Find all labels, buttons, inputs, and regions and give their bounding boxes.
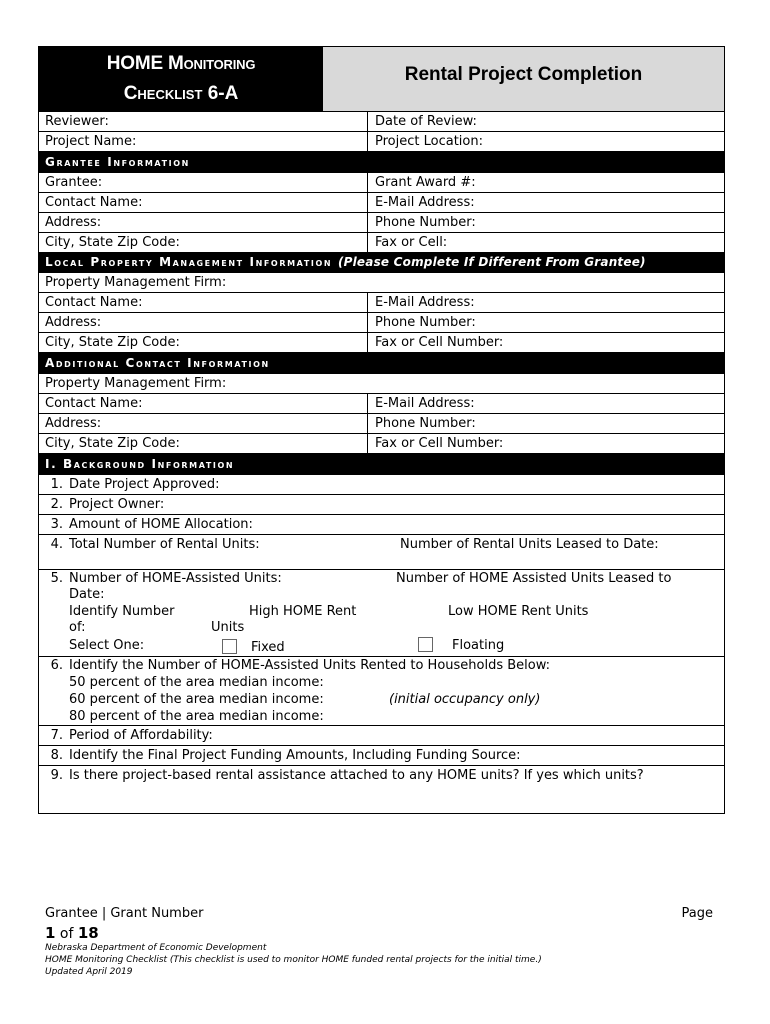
additional-city-field[interactable]: City, State Zip Code: (39, 434, 368, 453)
page-number (45, 924, 99, 942)
additional-email-field[interactable]: E-Mail Address: (375, 396, 475, 411)
footer-grantee-label: Grantee | Grant Number (45, 906, 204, 921)
item-number: 9. (50, 768, 63, 783)
form-title-block (39, 47, 323, 111)
background-section-title: I. Background Information (39, 454, 724, 475)
low-home-rent-units-label: Low HOME Rent Units (448, 604, 589, 619)
additional-address-field[interactable]: Address: (39, 414, 368, 433)
grant-award-field[interactable]: Grant Award #: (375, 175, 476, 190)
local-pm-phone-field[interactable]: Phone Number: (375, 315, 476, 330)
ami-50-field[interactable]: 50 percent of the area median income: (69, 675, 324, 690)
item-number: 4. (50, 537, 63, 552)
fixed-label: Fixed (251, 640, 285, 655)
high-home-rent-label: High HOME Rent (249, 604, 357, 619)
local-pm-fax-field[interactable]: Fax or Cell Number: (375, 335, 504, 350)
home-allocation-field[interactable]: Amount of HOME Allocation: (69, 517, 253, 532)
grantee-address-field[interactable]: Address: (39, 213, 368, 232)
local-pm-firm-field[interactable]: Property Management Firm: (45, 275, 227, 290)
item-number: 6. (50, 658, 63, 673)
identify-number-label: Identify Number (69, 604, 175, 619)
home-units-leased-date: Date: (69, 587, 105, 602)
item-3 (39, 515, 724, 535)
additional-section-title: Additional Contact Information (39, 353, 724, 374)
additional-contact-name-field[interactable]: Contact Name: (39, 394, 368, 413)
project-location-field[interactable]: Project Location: (375, 134, 483, 149)
grantee-address-row (39, 213, 724, 233)
date-of-review-field[interactable]: Date of Review: (375, 114, 477, 129)
grantee-field[interactable]: Grantee: (39, 173, 368, 192)
footer-updated: Updated April 2019 (45, 967, 133, 977)
item-number: 7. (50, 728, 63, 743)
item-4 (39, 535, 724, 570)
home-units-leased-field[interactable]: Number of HOME Assisted Units Leased to (396, 571, 672, 586)
page-total: 18 (77, 924, 99, 942)
item-number: 8. (50, 748, 63, 763)
checklist-form (38, 46, 725, 814)
date-project-approved-field[interactable]: Date Project Approved: (69, 477, 220, 492)
form-title-line1: HOME Monitoring (106, 53, 256, 74)
footer-meta (45, 942, 542, 978)
local-pm-firm-row (39, 273, 724, 293)
local-pm-contact-name-field[interactable]: Contact Name: (39, 293, 368, 312)
grantee-section-title: Grantee Information (39, 152, 724, 173)
local-pm-address-field[interactable]: Address: (39, 313, 368, 332)
total-rental-units-field[interactable]: Total Number of Rental Units: (69, 537, 260, 552)
local-pm-city-field[interactable]: City, State Zip Code: (39, 333, 368, 352)
grantee-city-row (39, 233, 724, 253)
project-owner-field[interactable]: Project Owner: (69, 497, 165, 512)
item-6 (39, 657, 724, 726)
rental-assistance-field[interactable]: Is there project-based rental assistance attached to any HOME units? If yes which units? (69, 768, 644, 783)
home-assisted-units-field[interactable]: Number of HOME-Assisted Units: (69, 571, 282, 586)
local-pm-contact-row (39, 293, 724, 313)
additional-firm-row (39, 374, 724, 394)
grantee-city-field[interactable]: City, State Zip Code: (39, 233, 368, 252)
item-8 (39, 746, 724, 766)
page-current: 1 (45, 924, 56, 942)
grantee-row (39, 173, 724, 193)
additional-firm-field[interactable]: Property Management Firm: (45, 376, 227, 391)
floating-checkbox[interactable] (418, 637, 433, 652)
item-7 (39, 726, 724, 746)
floating-label: Floating (452, 638, 505, 653)
item-9 (39, 766, 724, 785)
units-leased-field[interactable]: Number of Rental Units Leased to Date: (400, 537, 659, 552)
grantee-email-field[interactable]: E-Mail Address: (375, 195, 475, 210)
page-of: of (59, 926, 74, 942)
households-below-label: Identify the Number of HOME-Assisted Units Rented to Households Below: (69, 658, 551, 673)
additional-address-row (39, 414, 724, 434)
local-pm-section-title (39, 253, 724, 273)
form-header (39, 47, 724, 112)
item-number: 5. (50, 571, 63, 586)
form-title-line2: Checklist 6-A (123, 83, 239, 104)
footer-department: Nebraska Department of Economic Development (45, 943, 267, 953)
funding-amounts-field[interactable]: Identify the Final Project Funding Amounts, Including Funding Source: (69, 748, 521, 763)
footer-page-label: Page (681, 906, 713, 921)
reviewer-row (39, 112, 724, 132)
item-number: 3. (50, 517, 63, 532)
additional-fax-field[interactable]: Fax or Cell Number: (375, 436, 504, 451)
grantee-phone-field[interactable]: Phone Number: (375, 215, 476, 230)
ami-60-field[interactable]: 60 percent of the area median income: (69, 692, 324, 707)
identify-of-label: of: (69, 620, 86, 635)
local-pm-title: Local Property Management Information (45, 255, 333, 269)
local-pm-city-row (39, 333, 724, 353)
units-label: Units (211, 620, 245, 635)
fixed-checkbox[interactable] (222, 639, 237, 654)
item-1 (39, 475, 724, 495)
item-5 (39, 570, 724, 657)
project-name-field[interactable]: Project Name: (39, 132, 368, 151)
ami-80-field[interactable]: 80 percent of the area median income: (69, 709, 324, 724)
initial-occupancy-note: (initial occupancy only) (389, 692, 541, 707)
grantee-contact-name-field[interactable]: Contact Name: (39, 193, 368, 212)
item-4-body (69, 535, 724, 569)
item-2 (39, 495, 724, 515)
item-number: 2. (50, 497, 63, 512)
local-pm-email-field[interactable]: E-Mail Address: (375, 295, 475, 310)
grantee-contact-row (39, 193, 724, 213)
item-5-body (69, 570, 724, 656)
local-pm-address-row (39, 313, 724, 333)
local-pm-note: (Please Complete If Different From Grantee) (337, 255, 646, 269)
reviewer-field[interactable]: Reviewer: (39, 112, 368, 131)
select-one-label: Select One: (69, 638, 145, 653)
additional-city-row (39, 434, 724, 454)
project-row (39, 132, 724, 152)
period-of-affordability-field[interactable]: Period of Affordability: (69, 728, 213, 743)
form-subtitle: Rental Project Completion (323, 47, 724, 111)
additional-contact-row (39, 394, 724, 414)
additional-phone-field[interactable]: Phone Number: (375, 416, 476, 431)
item-6-body (69, 657, 724, 725)
grantee-fax-field[interactable]: Fax or Cell: (375, 235, 448, 250)
footer-description: HOME Monitoring Checklist (This checklist is used to monitor HOME funded rental projects for the initial time.) (45, 955, 542, 965)
item-number: 1. (50, 477, 63, 492)
